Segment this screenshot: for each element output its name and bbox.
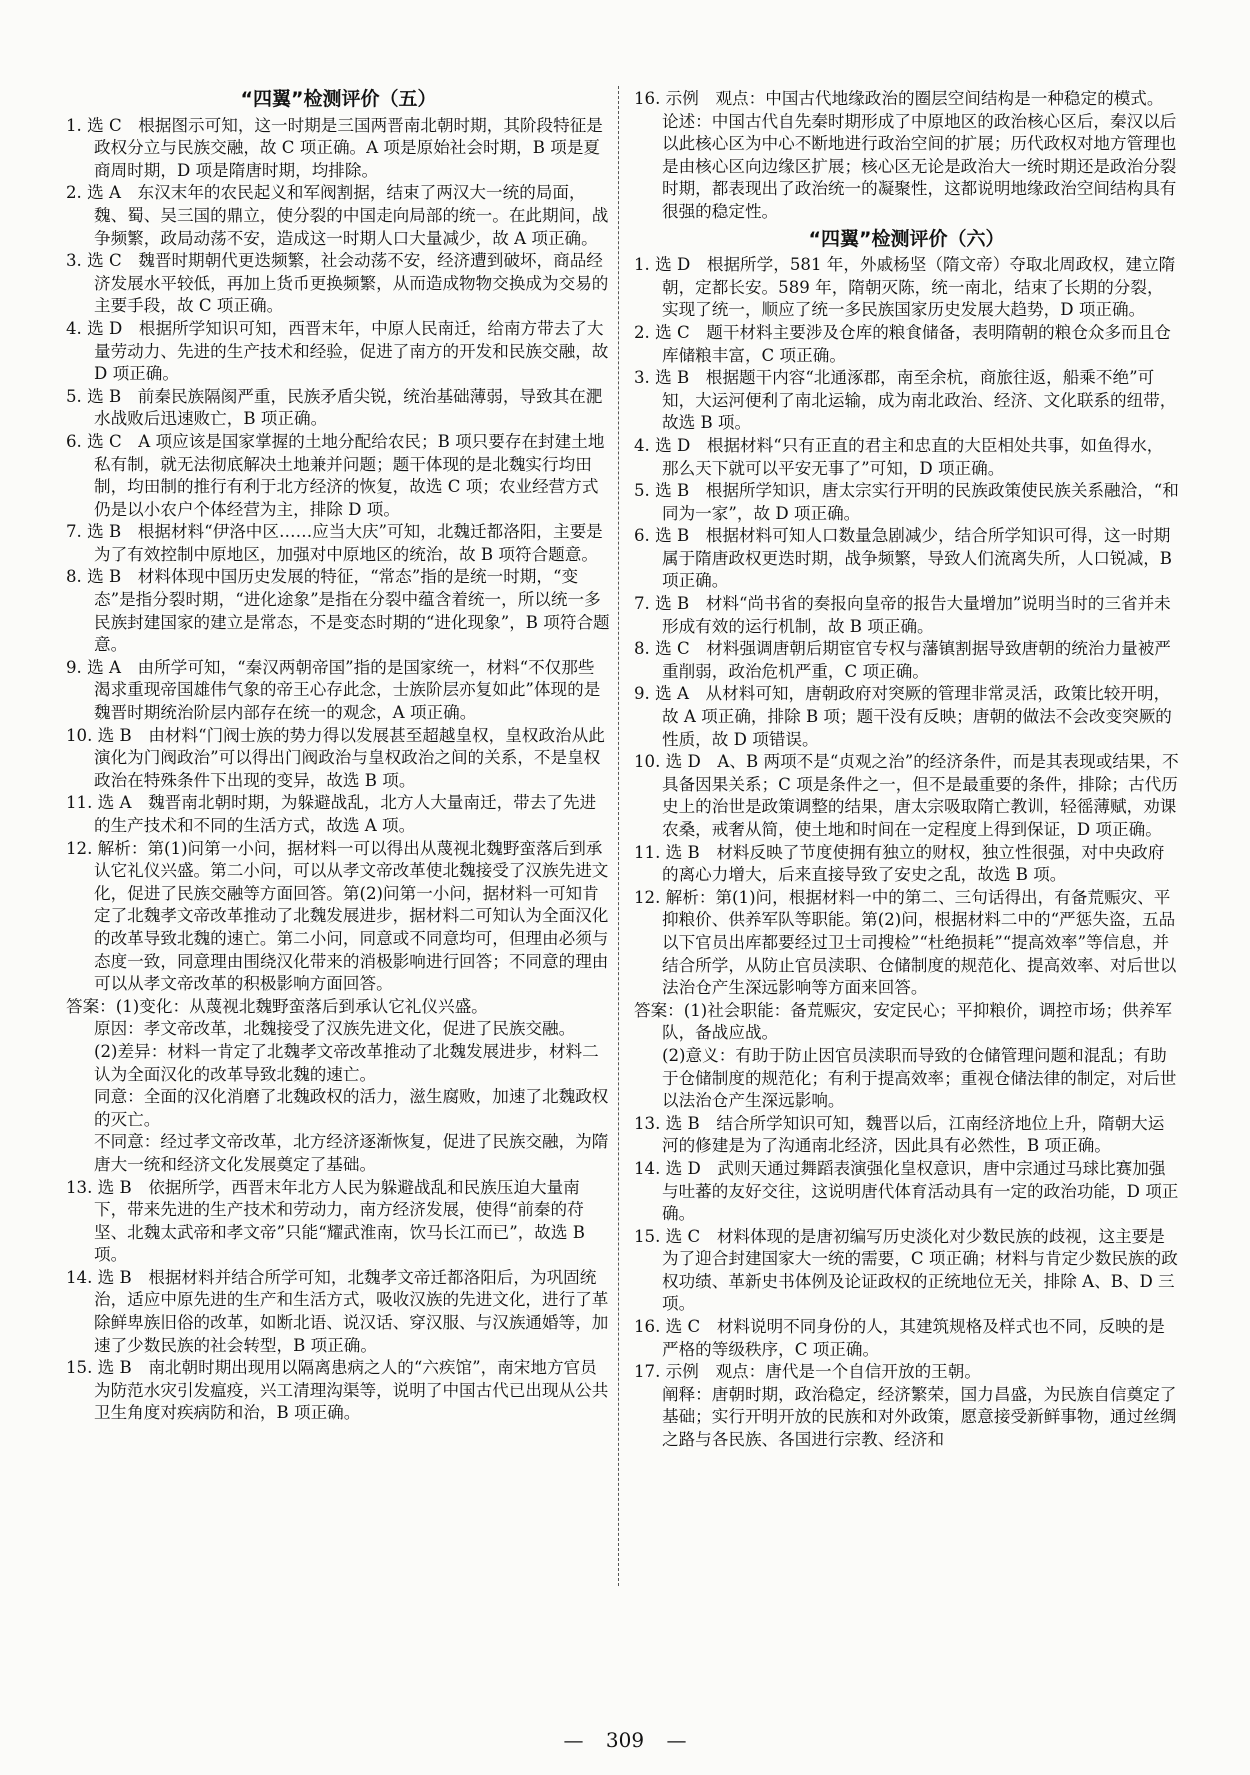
answer-paragraph: 答案：(1)社会职能：备荒赈灾，安定民心；平抑粮价，调控市场；供养军队，备战应战。 bbox=[634, 1000, 1172, 1043]
answer-paragraph: 论述：中国古代自先秦时期形成了中原地区的政治核心区后，秦汉以后以此核心区为中心不断地进行政治空间的扩展；历代政权对地方管理也是由核心区向边缘区扩展；核心区无论是政治大一统时期还是政治分裂时期，都表现出了政治统一的凝聚性，这都说明地缘政治空间结构具有很强的稳定性。 bbox=[662, 111, 1177, 221]
answer-paragraph: 6. 选 C A 项应该是国家掌握的土地分配给农民；B 项只要存在封建土地私有制，就无法彻底解决土地兼并问题；题干体现的是北魏实行均田制，均田制的推行有利于北方经济的恢复，故选 C 项；农业经营方式仍是以小农户个体经营为主，排除 D 项。 bbox=[66, 431, 605, 519]
answer-paragraph: 8. 选 B 材料体现中国历史发展的特征，“常态”指的是统一时期，“变态”是指分裂时期，“进化途象”是指在分裂中蕴含着统一，所以统一多民族封建国家的建立是常态，不是变态时期的“进化现象”，B 项符合题意。 bbox=[66, 567, 610, 655]
section-heading-6: “四翼”检测评价（六） bbox=[808, 227, 1005, 250]
answer-paragraph: 13. 选 B 依据所学，西晋末年北方人民为躲避战乱和民族压迫大量南下，带来先进的生产技术和劳动力，南方经济发展，使得“前秦的苻坚、北魏太武帝和孝文帝”只能“耀武淮南，饮马长江而已”，故选 B 项。 bbox=[66, 1177, 585, 1265]
answer-paragraph: 不同意：经过孝文帝改革，北方经济逐渐恢复，促进了民族交融，为隋唐大一统和经济文化发展奠定了基础。 bbox=[94, 1132, 609, 1174]
answer-paragraph: 阐释：唐朝时期，政治稳定，经济繁荣，国力昌盛，为民族自信奠定了基础；实行开明开放的民族和对外政策，愿意接受新鲜事物，通过丝绸之路与各民族、各国进行宗教、经济和 bbox=[662, 1384, 1177, 1450]
answer-paragraph: 1. 选 D 根据所学，581 年，外戚杨坚（隋文帝）夺取北周政权，建立隋朝，定都长安。589 年，隋朝灭陈，统一南北，结束了长期的分裂，实现了统一，顺应了统一多民族国家历史发展大趋势，D 项正确。 bbox=[634, 255, 1176, 320]
answer-paragraph: 2. 选 A 东汉末年的农民起义和军阀割据，结束了两汉大一统的局面，魏、蜀、吴三国的鼎立，使分裂的中国走向局部的统一。在此期间，战争频繁，政局动荡不安，造成这一时期人口大量减少，故 A 项正确。 bbox=[66, 183, 609, 248]
answer-paragraph: 16. 选 C 材料说明不同身份的人，其建筑规格及样式也不同，反映的是严格的等级秩序，C 项正确。 bbox=[634, 1317, 1165, 1359]
left-column bbox=[66, 84, 611, 1425]
answer-paragraph: 4. 选 D 根据材料“只有正直的君主和忠直的大臣相处共事，如鱼得水，那么天下就可以平安无事了”可知，D 项正确。 bbox=[634, 435, 1164, 478]
footer-dash-left: — bbox=[563, 1728, 584, 1752]
answer-paragraph: 3. 选 C 魏晋时期朝代更迭频繁，社会动荡不安，经济遭到破坏，商品经济发展水平较低，再加上货币更换频繁，从而造成物物交换成为交易的主要手段，故 C 项正确。 bbox=[66, 251, 609, 316]
answer-paragraph: 9. 选 A 从材料可知，唐朝政府对突厥的管理非常灵活，政策比较开明，故 A 项正确，排除 B 项；题干没有反映；唐朝的做法不会改变突厥的性质，故 D 项错误。 bbox=[634, 684, 1172, 749]
answer-paragraph: 10. 选 B 由材料“门阀士族的势力得以发展甚至超越皇权，皇权政治从此演化为门阀政治”可以得出门阀政治与皇权政治之间的关系，不是皇权政治在特殊条件下出现的变异，故选 B 项。 bbox=[66, 725, 605, 790]
answer-paragraph: (2)差异：材料一肯定了北魏孝文帝改革推动了北魏发展进步，材料二认为全面汉化的改革导致北魏的速亡。 bbox=[94, 1041, 599, 1084]
answer-paragraph: (2)意义：有助于防止因官员渎职而导致的仓储管理问题和混乱；有助于仓储制度的规范化；有利于提高效率；重视仓储法律的制定，对后世以法治仓产生深远影响。 bbox=[662, 1045, 1177, 1111]
left-body bbox=[66, 115, 611, 1425]
answer-paragraph: 2. 选 C 题干材料主要涉及仓库的粮食储备，表明隋朝的粮仓众多而且仓库储粮丰富，C 项正确。 bbox=[634, 322, 1171, 365]
answer-paragraph: 13. 选 B 结合所学知识可知，魏晋以后，江南经济地位上升，隋朝大运河的修建是为了沟通南北经济，因此具有必然性，B 项正确。 bbox=[634, 1113, 1165, 1156]
section-heading-5: “四翼”检测评价（五） bbox=[240, 88, 437, 110]
answer-paragraph: 15. 选 C 材料体现的是唐初编写历史淡化对少数民族的歧视，这主要是为了迎合封建国家大一统的需要，C 项正确；材料与肯定少数民族的政权功绩、革新史书体例及论证政权的正统地位无关，排除 A、B、D 三项。 bbox=[634, 1226, 1178, 1314]
page-number: 309 bbox=[605, 1728, 645, 1752]
footer-dash-right: — bbox=[666, 1728, 687, 1752]
answer-paragraph: 16. 示例 观点：中国古代地缘政治的圈层空间结构是一种稳定的模式。 bbox=[634, 89, 1164, 108]
answer-paragraph: 6. 选 B 根据材料可知人口数量急剧减少，结合所学知识可得，这一时期属于隋唐政权更迭时期，战争频繁，导致人们流离失所，人口锐减，B 项正确。 bbox=[634, 526, 1173, 591]
answer-paragraph: 12. 解析：第(1)问，根据材料一中的第二、三句话得出，有备荒赈灾、平抑粮价、供养军队等职能。第(2)问，根据材料二中的“严惩失盗，五品以下官员出库都要经过卫士司搜检”“杜绝损耗”“提高效率”等信息，并结合所学，从防止官员渎职、仓储制度的规范化、提高效率、对后世以法治仓产生深远影响等方面来回答。 bbox=[634, 887, 1177, 998]
answer-paragraph: 15. 选 B 南北朝时期出现用以隔离患病之人的“六疾馆”，南宋地方官员为防范水灾引发瘟疫，兴工清理沟渠等，说明了中国古代已出现从公共卫生角度对疾病防和治，B 项正确。 bbox=[66, 1358, 609, 1423]
answer-paragraph: 1. 选 C 根据图示可知，这一时期是三国两晋南北朝时期，其阶段特征是政权分立与民族交融，故 C 项正确。A 项是原始社会时期，B 项是夏商周时期，D 项是隋唐时期，均排除。 bbox=[66, 115, 603, 180]
answer-paragraph: 7. 选 B 材料“尚书省的奏报向皇帝的报告大量增加”说明当时的三省并未形成有效的运行机制，故 B 项正确。 bbox=[634, 594, 1171, 636]
answer-paragraph: 14. 选 B 根据材料并结合所学可知，北魏孝文帝迁都洛阳后，为巩固统治，适应中原先进的生产和生活方式，吸收汉族的先进文化，进行了革除鲜卑族旧俗的改革，如断北语、说汉话、穿汉服、与汉族通婚等，加速了少数民族的社会转型，B 项正确。 bbox=[66, 1267, 609, 1355]
page-footer bbox=[0, 1728, 1250, 1752]
answer-paragraph: 9. 选 A 由所学可知，“秦汉两朝帝国”指的是国家统一，材料“不仅那些渴求重现帝国雄伟气象的帝王心存此念，士族阶层亦复如此”体现的是魏晋时期统治阶层内部存在统一的观念，A 项正确。 bbox=[66, 657, 601, 723]
answer-paragraph: 11. 选 A 魏晋南北朝时期，为躲避战乱，北方人大量南迁，带去了先进的生产技术和不同的生活方式，故选 A 项。 bbox=[66, 793, 597, 835]
answer-paragraph: 17. 示例 观点：唐代是一个自信开放的王朝。 bbox=[634, 1362, 981, 1382]
answer-paragraph: 同意：全面的汉化消磨了北魏政权的活力，滋生腐败，加速了北魏政权的灭亡。 bbox=[94, 1087, 609, 1129]
answer-paragraph: 答案：(1)变化：从蔑视北魏野蛮落后到承认它礼仪兴盛。 bbox=[66, 996, 488, 1016]
answer-paragraph: 4. 选 D 根据所学知识可知，西晋末年，中原人民南迁，给南方带去了大量劳动力、先进的生产技术和经验，促进了南方的开发和民族交融，故 D 项正确。 bbox=[66, 318, 609, 384]
right-intro bbox=[634, 88, 1179, 224]
answer-paragraph: 原因：孝文帝改革，北魏接受了汉族先进文化，促进了民族交融。 bbox=[94, 1019, 576, 1039]
answer-paragraph: 14. 选 D 武则天通过舞蹈表演强化皇权意识，唐中宗通过马球比赛加强与吐蕃的友好交往，这说明唐代体育活动具有一定的政治功能，D 项正确。 bbox=[634, 1158, 1179, 1224]
answer-paragraph: 7. 选 B 根据材料“伊洛中区……应当大庆”可知，北魏迁都洛阳，主要是为了有效控制中原地区，加强对中原地区的统治，故 B 项符合题意。 bbox=[66, 522, 603, 564]
answer-paragraph: 11. 选 B 材料反映了节度使拥有独立的财权，独立性很强，对中央政府的离心力增大，后来直接导致了安史之乱，故选 B 项。 bbox=[634, 842, 1165, 885]
right-column bbox=[634, 88, 1179, 1452]
answer-paragraph: 8. 选 C 材料强调唐朝后期宦官专权与藩镇割据导致唐朝的统治力量被严重削弱，政治危机严重，C 项正确。 bbox=[634, 639, 1171, 681]
answer-paragraph: 3. 选 B 根据题干内容“北通涿郡，南至余杭，商旅往返，船乘不绝”可知，大运河便利了南北运输，成为南北政治、经济、文化联系的纽带，故选 B 项。 bbox=[634, 368, 1177, 433]
answer-paragraph: 10. 选 D A、B 两项不是“贞观之治”的经济条件，而是其表现或结果，不具备因果关系；C 项是条件之一，但不是最重要的条件，排除；古代历史上的治世是政策调整的结果，唐太宗吸取隋亡教训，轻徭薄赋，劝课农桑，戒奢从简，使土地和时间在一定程度上得到保证，D 项正确。 bbox=[634, 752, 1179, 839]
right-body bbox=[634, 254, 1179, 1451]
answer-paragraph: 5. 选 B 根据所学知识，唐太宗实行开明的民族政策使民族关系融洽，“和同为一家”，故 D 项正确。 bbox=[634, 481, 1179, 523]
answer-paragraph: 12. 解析：第(1)问第一小问，据材料一可以得出从蔑视北魏野蛮落后到承认它礼仪兴盛。第二小问，可以从孝文帝改革使北魏接受了汉族先进文化，促进了民族交融等方面回答。第(2)问第一小问，据材料一可知肯定了北魏孝文帝改革推动了北魏发展进步，据材料二可知认为全面汉化的改革导致北魏的速亡。第二小问，同意或不同意均可，但理由必须与态度一致，同意理由围绕汉化带来的消极影响进行回答；不同意的理由可以从孝文帝改革的积极影响方面回答。 bbox=[66, 838, 609, 994]
answer-paragraph: 5. 选 B 前秦民族隔阂严重，民族矛盾尖锐，统治基础薄弱，导致其在淝水战败后迅速败亡，B 项正确。 bbox=[66, 386, 603, 429]
column-divider bbox=[618, 86, 619, 1586]
